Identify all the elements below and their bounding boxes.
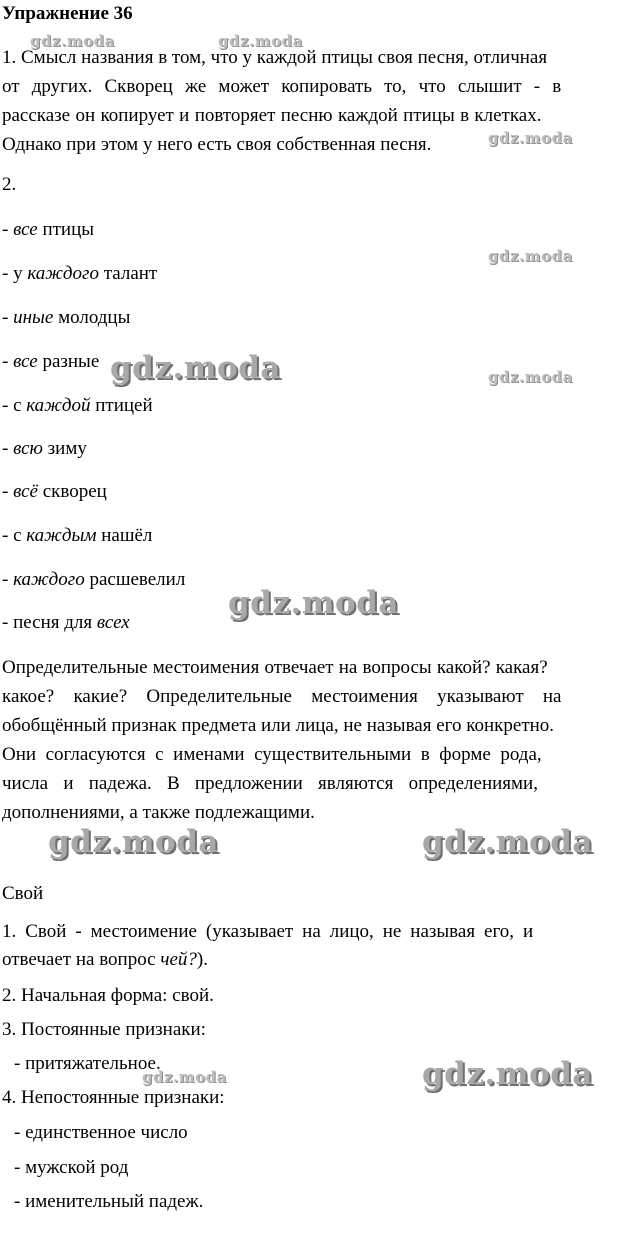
- list-item: - всю зиму: [2, 438, 87, 459]
- watermark: gdz.moda: [110, 350, 281, 386]
- analysis-point-1-cont: отвечает на вопрос чей?).: [2, 949, 208, 970]
- analysis-point-1: 1. Свой - местоимение (указывает на лицо, не называя его, и: [2, 921, 534, 942]
- analysis-point-4: 4. Непостоянные признаки:: [2, 1087, 225, 1108]
- watermark: gdz.moda: [488, 247, 573, 265]
- list-item: - всё скворец: [2, 481, 107, 502]
- watermark: gdz.moda: [48, 824, 219, 860]
- exercise-title: Упражнение 36: [2, 3, 133, 24]
- list-item: - иные молодцы: [2, 307, 131, 328]
- list-item: - с каждым нашёл: [2, 525, 153, 546]
- list-item: - притяжательное.: [14, 1053, 161, 1074]
- analysis-word: Свой: [2, 883, 44, 904]
- list-item: - все разные: [2, 351, 100, 372]
- section1-line-2: от других. Скворец же может копировать то, что слышит - в: [2, 76, 562, 97]
- watermark: gdz.moda: [218, 32, 303, 50]
- watermark: gdz.moda: [488, 129, 573, 147]
- definition-line-5: числа и падежа. В предложении являются определениями,: [2, 773, 538, 794]
- list-item: - с каждой птицей: [2, 395, 153, 416]
- list-item: - каждого расшевелил: [2, 569, 186, 590]
- section1-line-3: рассказе он копирует и повторяет песню каждой птицы в клетках.: [2, 105, 542, 126]
- analysis-point-2: 2. Начальная форма: свой.: [2, 985, 214, 1006]
- list-item: - единственное число: [14, 1122, 188, 1143]
- watermark: gdz.moda: [422, 824, 593, 860]
- definition-line-6: дополнениями, а также подлежащими.: [2, 802, 315, 823]
- section1-line-4: Однако при этом у него есть своя собственная песня.: [2, 134, 432, 155]
- watermark: gdz.moda: [422, 1056, 593, 1092]
- watermark: gdz.moda: [228, 585, 399, 621]
- analysis-point-3: 3. Постоянные признаки:: [2, 1019, 206, 1040]
- watermark: gdz.moda: [30, 32, 115, 50]
- definition-line-1: Определительные местоимения отвечает на вопросы какой? какая?: [2, 657, 548, 678]
- section2-number: 2.: [2, 174, 17, 195]
- watermark: gdz.moda: [488, 368, 573, 386]
- list-item: - у каждого талант: [2, 263, 158, 284]
- definition-line-4: Они согласуются с именами существительными в форме рода,: [2, 744, 542, 765]
- list-item: - мужской род: [14, 1157, 129, 1178]
- watermark: gdz.moda: [142, 1068, 227, 1086]
- section1-line-1: 1. Смысл названия в том, что у каждой птицы своя песня, отличная: [2, 47, 548, 68]
- definition-line-3: обобщённый признак предмета или лица, не называя его конкретно.: [2, 715, 555, 736]
- list-item: - песня для всех: [2, 612, 130, 633]
- definition-line-2: какое? какие? Определительные местоимения указывают на: [2, 686, 562, 707]
- list-item: - все птицы: [2, 219, 95, 240]
- list-item: - именительный падеж.: [14, 1191, 204, 1212]
